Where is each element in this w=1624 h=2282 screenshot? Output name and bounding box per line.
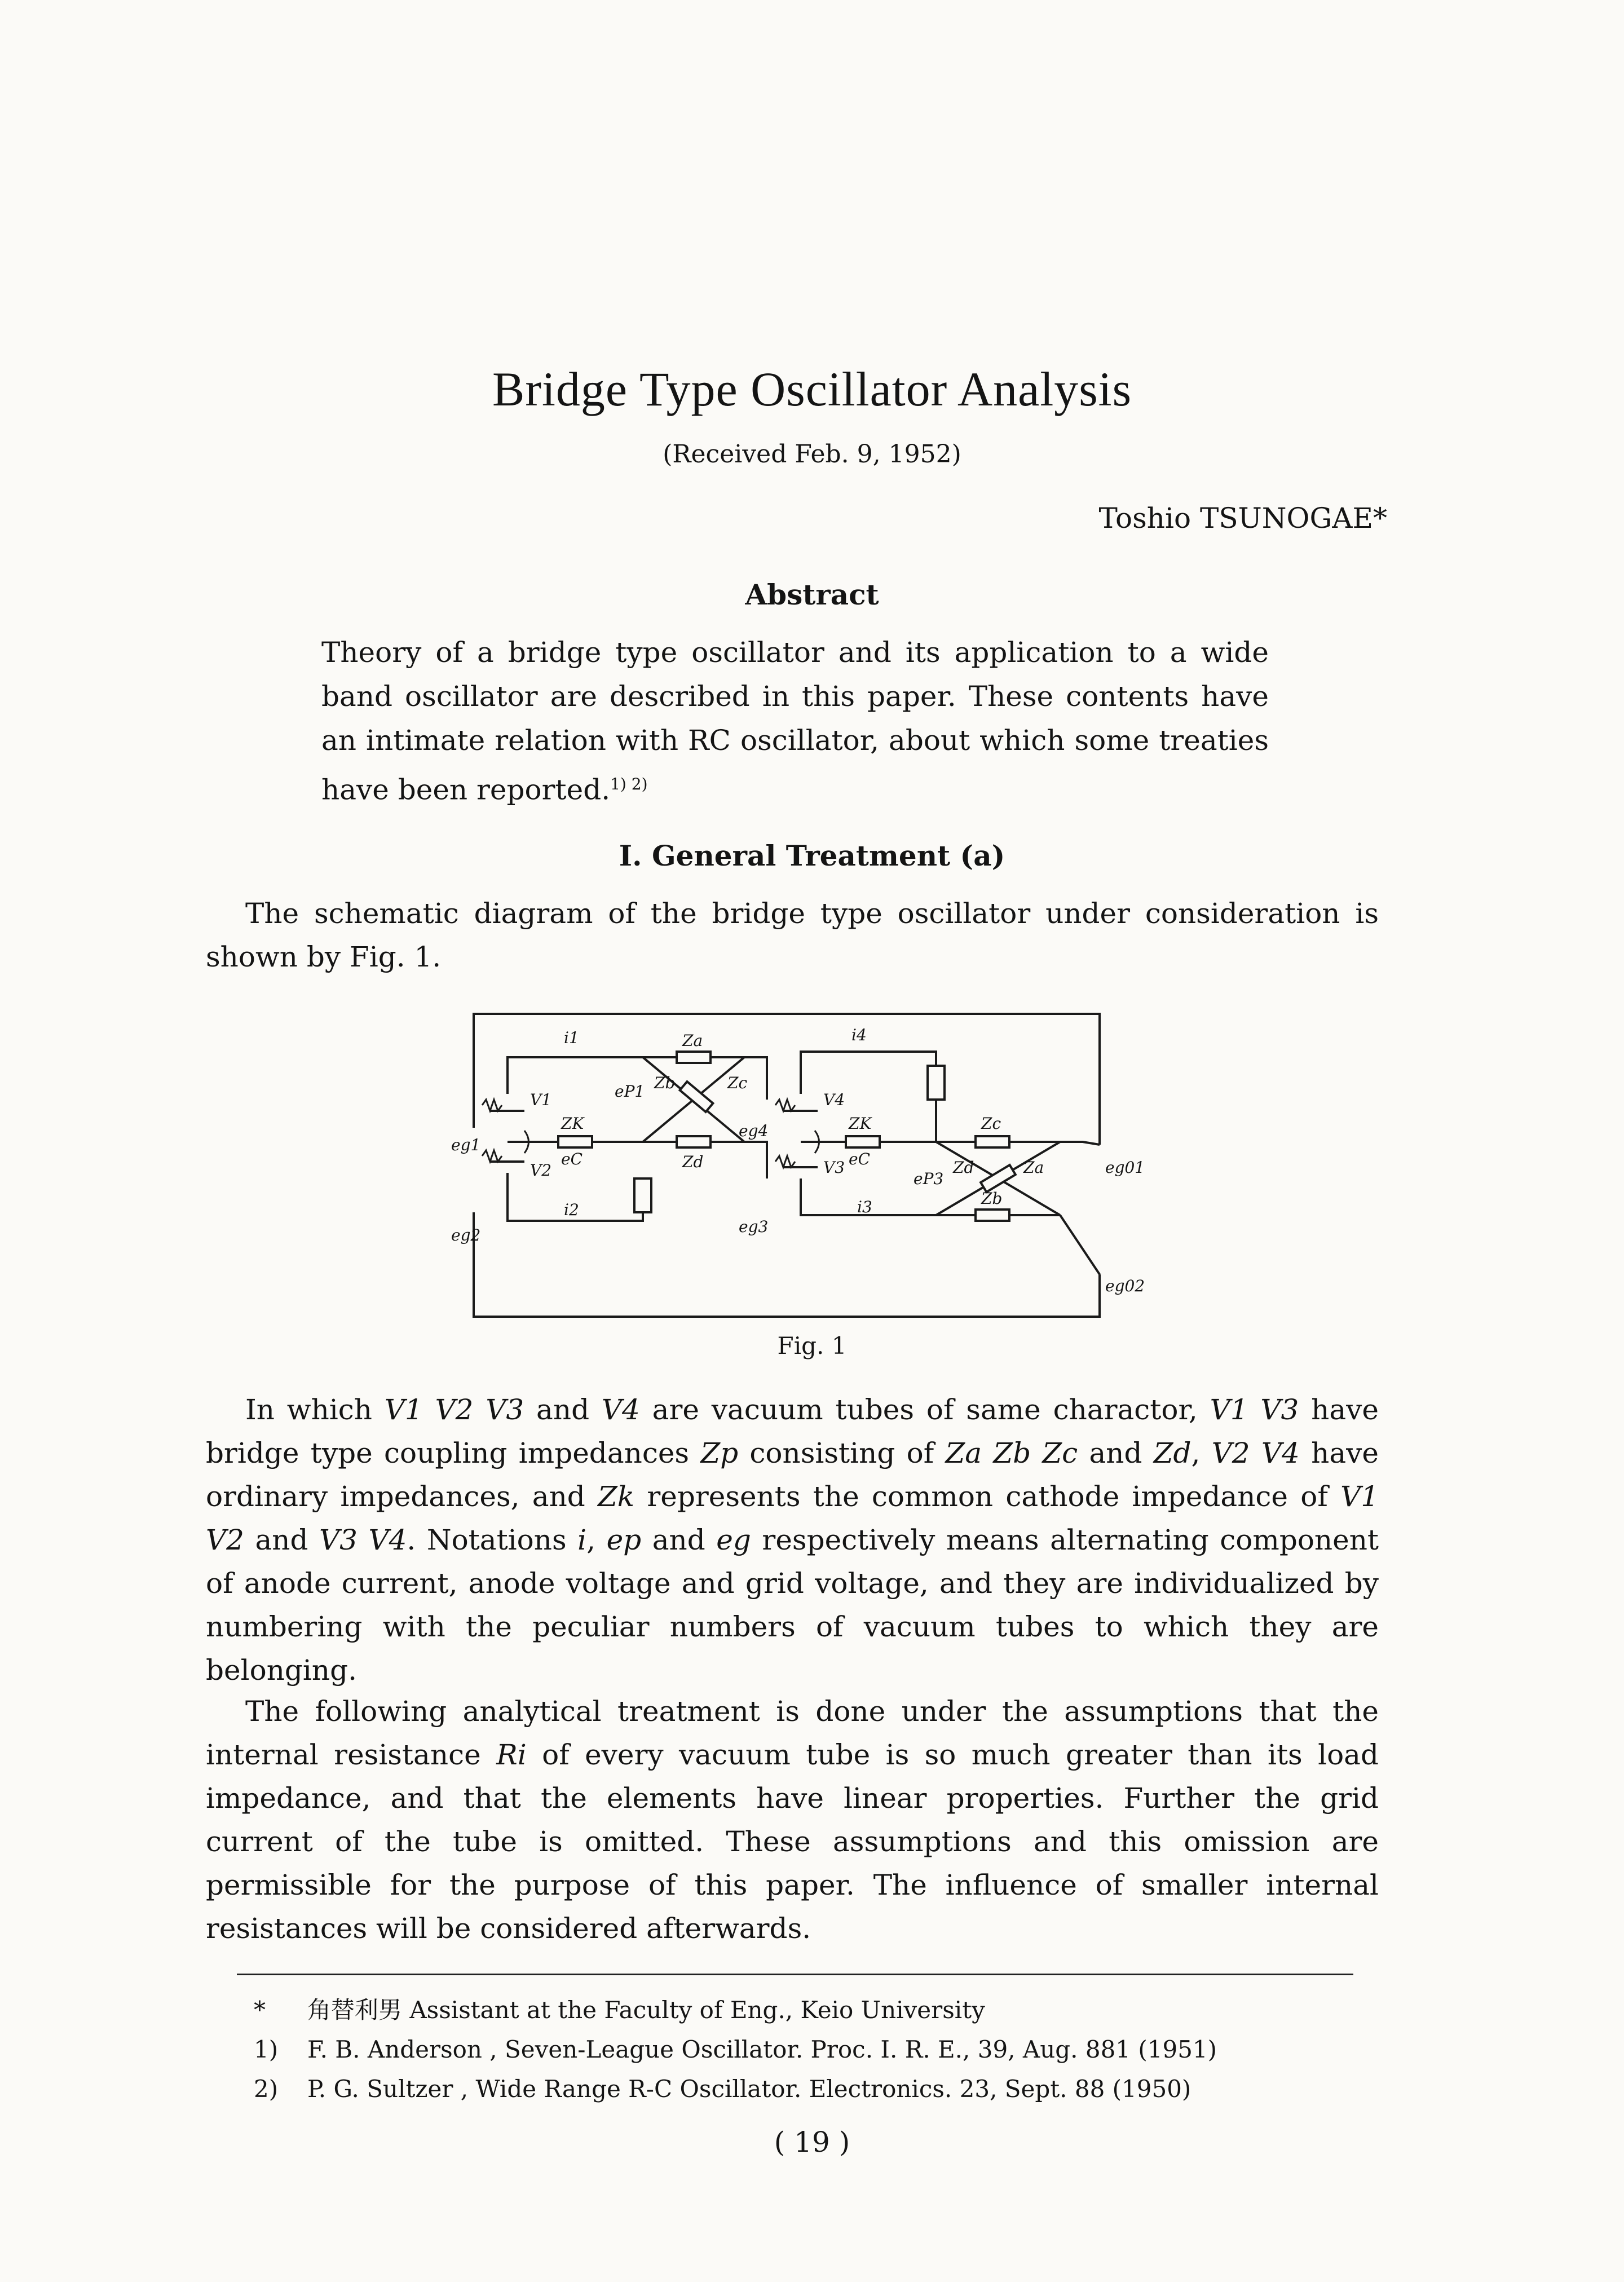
p2-text — [358, 1524, 369, 1556]
footnote-author — [254, 1990, 1217, 2030]
p2-text — [982, 1437, 993, 1469]
abstract-body: Theory of a bridge type oscillator and its application to a wide band oscillator are described in this paper. These contents have an intimate relation with RC oscillator, about which some treaties have been reported. — [321, 636, 1269, 806]
p2-sym: eg — [716, 1524, 751, 1556]
label-zb1: Zb — [654, 1074, 676, 1092]
p2-sym: V2 — [206, 1524, 244, 1556]
label-za2: Za — [1023, 1158, 1044, 1177]
p2-text: , — [1191, 1437, 1212, 1469]
zc2-box — [976, 1136, 1009, 1147]
label-i4: i4 — [851, 1026, 867, 1044]
p2-text: have ordinary impedances, and — [206, 1437, 1379, 1513]
author-name: Toshio TSUNOGAE* — [1098, 502, 1387, 535]
label-ep3: eP3 — [914, 1169, 944, 1188]
p2-text: and — [641, 1524, 717, 1556]
p2-sym: V1 — [384, 1393, 423, 1426]
output2-wire — [1060, 1215, 1100, 1274]
p2-sym: V3 — [486, 1393, 524, 1426]
footnotes — [254, 1990, 1217, 2109]
abstract-refs: 1) 2) — [610, 775, 648, 793]
p2-sym: V4 — [368, 1524, 407, 1556]
p2-text: . Notations — [407, 1524, 578, 1556]
za1-box — [677, 1052, 710, 1063]
p2-text: , — [586, 1524, 607, 1556]
v2-grid-resistor — [482, 1150, 502, 1162]
footnote-mark: 1) — [254, 2036, 279, 2063]
load4-box — [928, 1066, 945, 1100]
footnote-ref-2 — [254, 2069, 1217, 2109]
p2-text: and — [1078, 1437, 1154, 1469]
p2-sym: i — [577, 1524, 587, 1556]
label-zc1: Zc — [727, 1074, 748, 1092]
v3-grid-wire — [744, 1142, 767, 1178]
load2-box — [634, 1178, 651, 1212]
received-date: (Received Feb. 9, 1952) — [663, 440, 961, 469]
p2-sym: Zk — [598, 1480, 635, 1513]
circuit-diagram — [451, 1009, 1162, 1325]
abstract-heading: Abstract — [745, 578, 879, 611]
zk2-box — [846, 1136, 880, 1147]
footnote-rule — [237, 1974, 1353, 1975]
label-i2: i2 — [564, 1200, 579, 1219]
p3-text: of every vacuum tube is so much greater than its load impedance, and that the elements have linear properties. Further the grid current of the tube is omitted. These assumptions and this omission are permissible for the purpose of this paper. The influence of smaller internal resistances will be considered afterwards. — [206, 1738, 1379, 1945]
p2-sym: Zd — [1153, 1437, 1191, 1469]
v4-grid-wire — [744, 1057, 767, 1100]
label-zk1: ZK — [561, 1114, 584, 1133]
p2-sym: ep — [606, 1524, 642, 1556]
label-v4: V4 — [823, 1091, 845, 1109]
p3-text: The following analytical treatment is done under the assumptions that the internal resistance — [206, 1695, 1379, 1771]
label-eg2: eg2 — [451, 1226, 481, 1244]
label-eg4: eg4 — [739, 1122, 769, 1140]
label-zd2: Zd — [953, 1158, 974, 1177]
p2-sym: Za — [945, 1437, 982, 1469]
p2-sym: V1 — [1210, 1393, 1248, 1426]
footnote-text: P. G. Sultzer , Wide Range R-C Oscillator. Electronics. 23, Sept. 88 (1950) — [307, 2075, 1191, 2103]
zb2-box — [976, 1210, 1009, 1221]
p2-text — [473, 1393, 486, 1426]
figure-caption: Fig. 1 — [777, 1332, 847, 1360]
label-v2: V2 — [530, 1161, 552, 1180]
p2-text: and — [524, 1393, 602, 1426]
p2-text — [423, 1393, 435, 1426]
p2-sym: V1 — [1340, 1480, 1379, 1513]
label-v3: V3 — [823, 1158, 845, 1177]
footnote-text: 角替利男 Assistant at the Faculty of Eng., Keio University — [307, 1996, 985, 2024]
p2-text: In which — [245, 1393, 385, 1426]
p2-text: are vacuum tubes of same charactor, — [639, 1393, 1210, 1426]
v1-grid-resistor — [482, 1100, 502, 1111]
label-eg1: eg1 — [451, 1136, 481, 1154]
intro-paragraph: The schematic diagram of the bridge type oscillator under consideration is shown by Fig. 1. — [206, 897, 1379, 973]
label-zc2: Zc — [981, 1114, 1001, 1133]
description-paragraph — [206, 1388, 1379, 1692]
p2-text — [1248, 1393, 1261, 1426]
footnote-mark: * — [254, 1996, 266, 2024]
bottom-wire — [474, 1212, 1100, 1317]
p2-sym: V3 — [1260, 1393, 1299, 1426]
zk1-box — [558, 1136, 592, 1147]
v4-grid-resistor — [775, 1100, 795, 1111]
p2-text: and — [244, 1524, 320, 1556]
p2-sym: V4 — [1261, 1437, 1300, 1469]
za2-box — [981, 1165, 1016, 1192]
p3-sym: Ri — [496, 1738, 527, 1771]
section-heading: I. General Treatment (a) — [619, 839, 1005, 872]
paper-title: Bridge Type Oscillator Analysis — [492, 362, 1132, 416]
zd1-box — [677, 1136, 710, 1147]
label-i3: i3 — [857, 1198, 872, 1216]
p2-text: consisting of — [738, 1437, 946, 1469]
p2-text: respectively means alternating component of anode current, anode voltage and grid voltage, and they are individualized by numbering with the peculiar numbers of vacuum tubes to which they are belonging. — [206, 1524, 1379, 1687]
label-zb2: Zb — [981, 1189, 1003, 1208]
p2-sym: Zp — [700, 1437, 739, 1469]
label-eg01: eg01 — [1105, 1158, 1145, 1177]
footnote-ref-1 — [254, 2030, 1217, 2069]
output1-wire — [1060, 1142, 1100, 1145]
label-ec1: eC — [561, 1150, 582, 1168]
label-eg02: eg02 — [1105, 1277, 1145, 1295]
label-ep1: eP1 — [615, 1082, 645, 1101]
footnote-text: F. B. Anderson , Seven-League Oscillator. Proc. I. R. E., 39, Aug. 881 (1951) — [307, 2036, 1217, 2063]
p2-sym: V3 — [319, 1524, 358, 1556]
p2-sym: Zc — [1042, 1437, 1078, 1469]
label-za1: Za — [682, 1031, 703, 1050]
p2-sym: V4 — [601, 1393, 640, 1426]
p2-sym: Zb — [993, 1437, 1031, 1469]
label-zk2: ZK — [849, 1114, 872, 1133]
p2-text — [1250, 1437, 1261, 1469]
page-number: ( 19 ) — [774, 2126, 850, 2159]
assumptions-paragraph — [206, 1690, 1379, 1950]
label-ec2: eC — [849, 1150, 870, 1168]
label-zd1: Zd — [682, 1153, 704, 1171]
abstract-text — [321, 630, 1269, 812]
p2-sym: V2 — [1211, 1437, 1250, 1469]
p2-text: have bridge type coupling impedances — [206, 1393, 1379, 1469]
p2-text: represents the common cathode impedance of — [634, 1480, 1341, 1513]
label-v1: V1 — [530, 1091, 552, 1109]
p2-text — [1031, 1437, 1042, 1469]
footnote-mark: 2) — [254, 2075, 279, 2103]
p2-sym: V2 — [435, 1393, 474, 1426]
v3-grid-resistor — [775, 1156, 795, 1167]
label-i1: i1 — [564, 1029, 579, 1047]
label-eg3: eg3 — [739, 1217, 769, 1236]
